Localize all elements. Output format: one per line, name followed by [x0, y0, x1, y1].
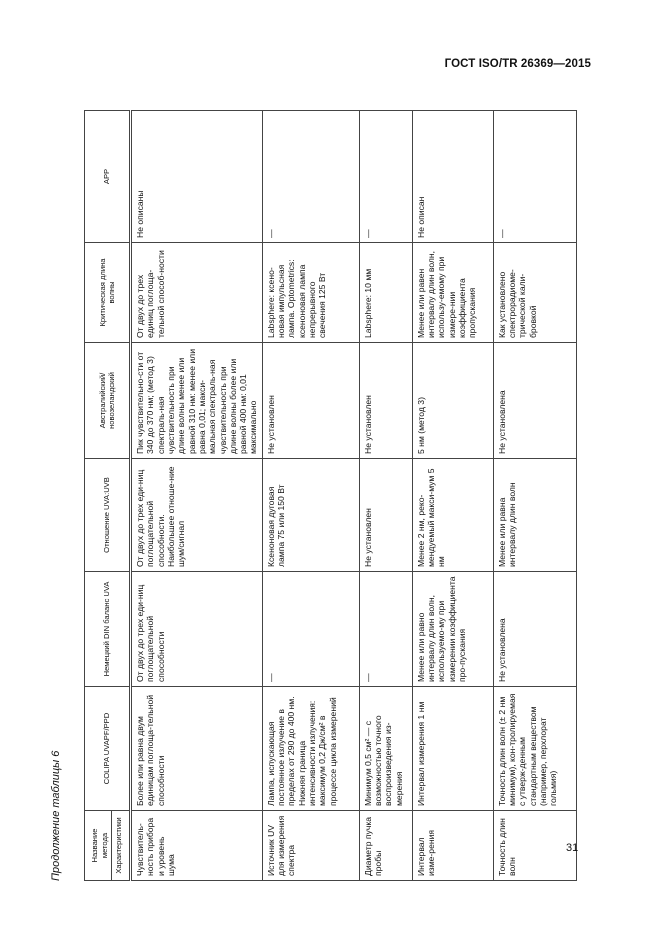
header-uva-uvb: Отношение UVA:UVB	[85, 459, 131, 572]
cell-australian: Не установлена	[493, 343, 576, 459]
table-row	[359, 111, 412, 881]
cell-uva-uvb: Не установлен	[359, 459, 412, 572]
cell-uva-uvb: От двух до трех еди-ниц поглощательной способности. Наибольшее отноше-ние шум/сигнал	[131, 459, 263, 572]
table-row	[131, 111, 263, 881]
header-method-name: Название метода	[90, 828, 109, 863]
cell-australian: Не установлен	[359, 343, 412, 459]
cell-critical-wavelength: Как установлено спектрорадиоме-трической кали-бровкой	[493, 243, 576, 343]
row-characteristic: Точность длин волн	[493, 811, 576, 881]
cell-din: —	[262, 572, 359, 687]
comparison-table	[84, 110, 577, 881]
cell-australian: 5 нм (метод 3)	[412, 343, 493, 459]
cell-colipa: Минимум 0,5 см² — с возможностью точного воспроизведения из-мерения	[359, 687, 412, 811]
header-australian: Австралийский/ новозеландский	[85, 343, 131, 459]
header-critical-wavelength: Критическая длина волны	[85, 243, 131, 343]
cell-din: —	[359, 572, 412, 687]
table-row	[262, 111, 359, 881]
row-characteristic: Диаметр пучка пробы	[359, 811, 412, 881]
row-characteristic: Источник UV для измерения спектра	[262, 811, 359, 881]
header-row	[85, 111, 131, 881]
cell-uva-uvb: Ксеноновая дуговая лампа 75 или 150 Вт	[262, 459, 359, 572]
header-method-cell	[85, 811, 131, 881]
cell-din: От двух до трех еди-ниц поглощательной способности	[131, 572, 263, 687]
table-caption: Продолжение таблицы 6	[50, 750, 62, 881]
cell-australian: Пик чувствительно-сти от 340 до 370 нм; (метод 3) спектраль-ная чувствительность при длине волны менее или равной 310 нм: менее или равна 0,01; макси-мальная спектраль-ная чувствительность при длине волны более или равной 400 нм: 0,01 максимально	[131, 343, 263, 459]
cell-app: —	[493, 111, 576, 243]
header-colipa: COLIPA UVAPF/PPD	[85, 687, 131, 811]
cell-din: Менее или равно интервалу длин волн, используемо-му при измерении коэффициента про-пускания	[412, 572, 493, 687]
cell-colipa: Лампа, испускающая постоянное излучение в пределах от 290 до 400 нм. Нижняя граница интенсивности излучения: максимум 0,2 Дж/см² в процессе цикла измерений	[262, 687, 359, 811]
cell-critical-wavelength: Менее или равен интервалу длин волн, использу-емому при измере-нии коэффициента пропускания	[412, 243, 493, 343]
cell-app: Не описаны	[131, 111, 263, 243]
cell-colipa: Более или равна двум единицам поглоща-тельной способности	[131, 687, 263, 811]
cell-din: Не установлена	[493, 572, 576, 687]
document-header: ГОСТ ISO/TR 26369—2015	[444, 58, 591, 70]
page-number: 31	[566, 842, 579, 854]
cell-uva-uvb: Менее 2 нм, реко-мендуемый макси-мум 5 нм	[412, 459, 493, 572]
cell-critical-wavelength: Labsphere: ксено-новая импульсная лампа. Optometrics: ксеноновая лампа непрерывного свечения 125 Вт	[262, 243, 359, 343]
cell-australian: Не установлен	[262, 343, 359, 459]
cell-colipa: Точность длин волн (± 2 нм минимум), кон-тролируемая с утверж-денным стандартным веществом (например, перхлорат гольмия)	[493, 687, 576, 811]
cell-app: —	[262, 111, 359, 243]
header-din: Немецкий DIN баланс UVA	[85, 572, 131, 687]
table-row	[412, 111, 493, 881]
row-characteristic: Интервал изме-рения	[412, 811, 493, 881]
cell-critical-wavelength: От двух до трех единиц поглоща-тельной способ-ности	[131, 243, 263, 343]
header-app: APP	[85, 111, 131, 243]
cell-uva-uvb: Менее или равна интервалу длин волн	[493, 459, 576, 572]
row-characteristic: Чувствитель-ность прибора и уровень шума	[131, 811, 263, 881]
cell-critical-wavelength: Labsphere: 10 мм	[359, 243, 412, 343]
header-characteristics: Характеристики	[111, 811, 123, 880]
cell-app: —	[359, 111, 412, 243]
cell-colipa: Интервал измерения 1 нм	[412, 687, 493, 811]
table-row	[493, 111, 576, 881]
rotated-table-container	[50, 111, 585, 881]
cell-app: Не описан	[412, 111, 493, 243]
